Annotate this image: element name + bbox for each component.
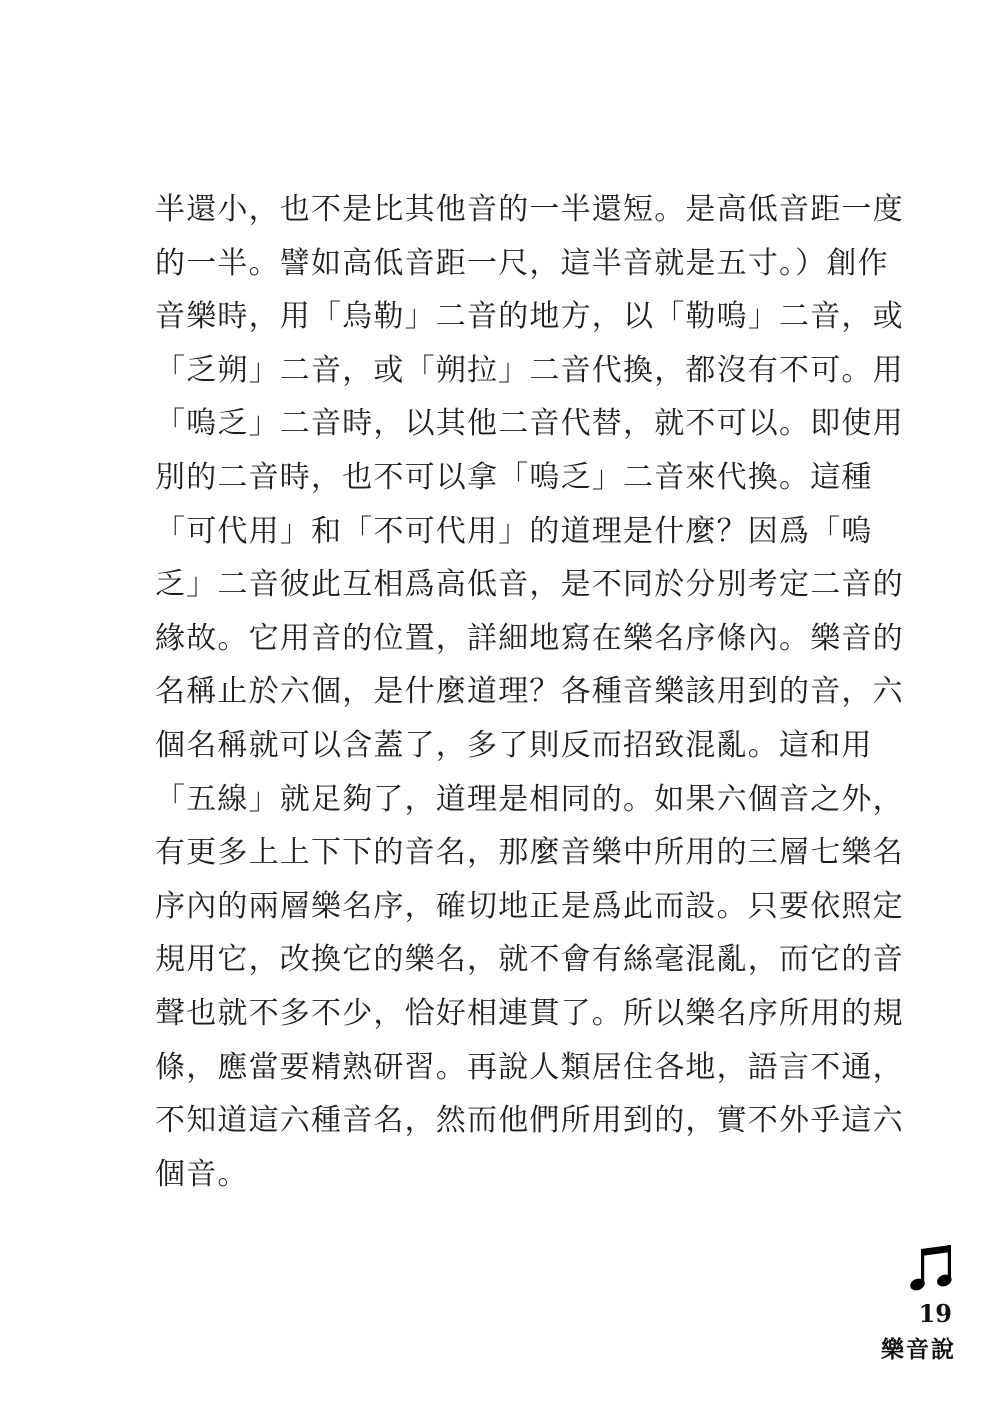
text-line: 個名稱就可以含蓋了，多了則反而招致混亂。這和用 bbox=[155, 727, 873, 763]
text-line: 半還小，也不是比其他音的一半還短。是高低音距一度 bbox=[155, 192, 904, 227]
text-line: 音樂時，用「烏勒」二音的地方，以「勒嗚」二音，或 bbox=[155, 299, 904, 335]
text-line: 規用它，改換它的樂名，就不會有絲毫混亂，而它的音 bbox=[155, 942, 904, 978]
text-line: 序內的兩層樂名序，確切地正是爲此而設。只要依照定 bbox=[155, 888, 904, 924]
body-text bbox=[155, 183, 904, 1201]
text-line: 「乏朔」二音，或「朔拉」二音代換，都沒有不可。用 bbox=[155, 352, 904, 388]
running-title: 樂音說 bbox=[881, 1337, 956, 1363]
text-line: 「五線」就足夠了，道理是相同的。如果六個音之外， bbox=[155, 781, 904, 817]
text-line: 乏」二音彼此互相爲高低音，是不同於分別考定二音的 bbox=[155, 567, 904, 603]
text-line: 不知道這六種音名，然而他們所用到的，實不外乎這六 bbox=[155, 1103, 904, 1139]
text-line: 條，應當要精熟研習。再說人類居住各地，語言不通， bbox=[155, 1049, 904, 1085]
text-line: 個音。 bbox=[155, 1156, 249, 1192]
text-line: 別的二音時，也不可以拿「嗚乏」二音來代換。這種 bbox=[155, 459, 873, 495]
beamed-eighth-notes-icon bbox=[910, 1245, 954, 1293]
text-line: 的一半。譬如高低音距一尺，這半音就是五寸。）創作 bbox=[155, 245, 889, 281]
text-line: 「嗚乏」二音時，以其他二音代替，就不可以。即使用 bbox=[155, 406, 904, 442]
text-line: 緣故。它用音的位置，詳細地寫在樂名序條內。樂音的 bbox=[155, 620, 904, 656]
page-footer bbox=[866, 1245, 956, 1365]
text-line: 「可代用」和「不可代用」的道理是什麼？因爲「嗚 bbox=[155, 513, 873, 549]
text-line: 有更多上上下下的音名，那麼音樂中所用的三層七樂名 bbox=[155, 835, 904, 871]
text-line: 聲也就不多不少，恰好相連貫了。所以樂名序所用的規 bbox=[155, 995, 904, 1031]
text-line: 名稱止於六個，是什麼道理？各種音樂該用到的音，六 bbox=[155, 674, 904, 710]
page-number: 19 bbox=[918, 1299, 952, 1328]
